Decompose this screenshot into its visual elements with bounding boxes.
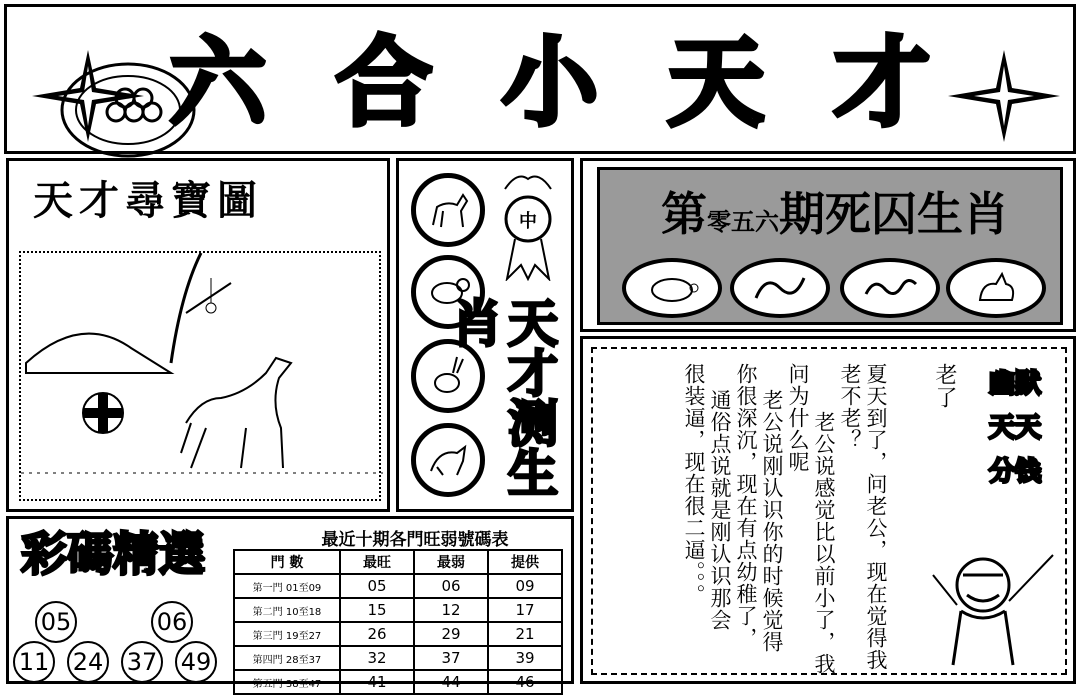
joke-line: 你很深沉，现在有点幼稚了， (734, 363, 758, 649)
pig-icon (622, 258, 722, 318)
tiger-icon (411, 423, 485, 497)
cell-cold: 12 (414, 598, 488, 622)
joke-line: 很装逼，现在很二逼。。。 (682, 363, 706, 606)
title-char: 小 (502, 27, 598, 139)
joke-line: 通俗点说就是刚认识那会 (708, 389, 732, 631)
humor-badge-3: 分钱 (988, 457, 1041, 487)
rabbit-icon (411, 339, 485, 413)
joke-line: 老不老？ (838, 363, 862, 451)
joke-line: 老公说感觉比以前小了，我 (812, 411, 836, 675)
cell-hot: 32 (340, 646, 414, 670)
treasure-panel (6, 158, 390, 512)
row-label: 第四門 28至37 (234, 646, 340, 670)
humor-badge-2: 天天 (988, 413, 1041, 443)
period-prefix: 第 (661, 187, 707, 241)
cell-pick: 17 (488, 598, 562, 622)
main-title (170, 28, 930, 138)
row-label: 第五門 38至47 (234, 670, 340, 694)
number-circle: 05 (35, 601, 77, 643)
row-label: 第三門 19至27 (234, 622, 340, 646)
number-circle: 06 (151, 601, 193, 643)
horse-landscape-illustration (21, 253, 383, 503)
cell-cold: 29 (414, 622, 488, 646)
table-row (234, 598, 562, 622)
joke-heading: 老了 (932, 363, 957, 409)
row-label: 第二門 10至18 (234, 598, 340, 622)
number-circle: 24 (67, 641, 109, 683)
award-ribbon-icon (497, 169, 559, 281)
table-row (234, 574, 562, 598)
cell-pick: 21 (488, 622, 562, 646)
cell-pick: 46 (488, 670, 562, 694)
table-row (234, 670, 562, 694)
cell-hot: 26 (340, 622, 414, 646)
title-char: 合 (336, 27, 432, 139)
compass-star-icon (944, 46, 1064, 146)
table-row (234, 646, 562, 670)
rooster-icon (946, 258, 1046, 318)
cell-hot: 15 (340, 598, 414, 622)
dragon-icon (730, 258, 830, 318)
title-char: 才 (834, 27, 930, 139)
cell-hot: 05 (340, 574, 414, 598)
cell-pick: 09 (488, 574, 562, 598)
period-panel (580, 158, 1076, 332)
period-inner-frame (597, 167, 1063, 325)
column-header: 最弱 (414, 550, 488, 574)
joke-box (591, 347, 1067, 675)
stamp-label: 中 (519, 211, 537, 232)
cell-hot: 41 (340, 670, 414, 694)
number-circle: 11 (13, 641, 55, 683)
table-title: 最近十期各門旺弱號碼表 (321, 530, 509, 550)
title-char: 天 (668, 27, 764, 139)
cell-cold: 06 (414, 574, 488, 598)
joke-line: 问为什么呢 (786, 363, 810, 473)
joke-panel (580, 336, 1076, 684)
cell-cold: 37 (414, 646, 488, 670)
number-circle: 49 (175, 641, 217, 683)
period-number: 零五六 (707, 207, 779, 236)
column-header: 門 數 (234, 550, 340, 574)
cell-pick: 39 (488, 646, 562, 670)
row-label: 第一門 01至09 (234, 574, 340, 598)
zodiac-test-panel (396, 158, 574, 512)
column-header: 最旺 (340, 550, 414, 574)
numbers-title: 彩碼精選 (21, 527, 205, 581)
zodiac-test-title: 天才测生肖 (444, 297, 558, 497)
numbers-panel (6, 516, 574, 691)
period-suffix: 期死囚生肖 (779, 187, 1009, 241)
treasure-title: 天才尋寶圖 (33, 177, 263, 224)
table-row (234, 622, 562, 646)
cartoon-character-icon (923, 545, 1063, 673)
joke-line: 夏天到了，问老公，现在觉得我 (864, 363, 888, 671)
number-circle: 37 (121, 641, 163, 683)
table-header-row (234, 550, 562, 574)
cell-cold: 44 (414, 670, 488, 694)
treasure-picture (19, 251, 381, 501)
period-title (620, 178, 1050, 241)
numbers-table (233, 549, 563, 695)
title-char: 六 (170, 27, 266, 139)
joke-line: 老公说刚认识你的时候觉得 (760, 389, 784, 653)
column-header: 提供 (488, 550, 562, 574)
humor-badge-1: 幽默 (988, 369, 1041, 399)
snake-icon (840, 258, 940, 318)
horse-icon (411, 173, 485, 247)
